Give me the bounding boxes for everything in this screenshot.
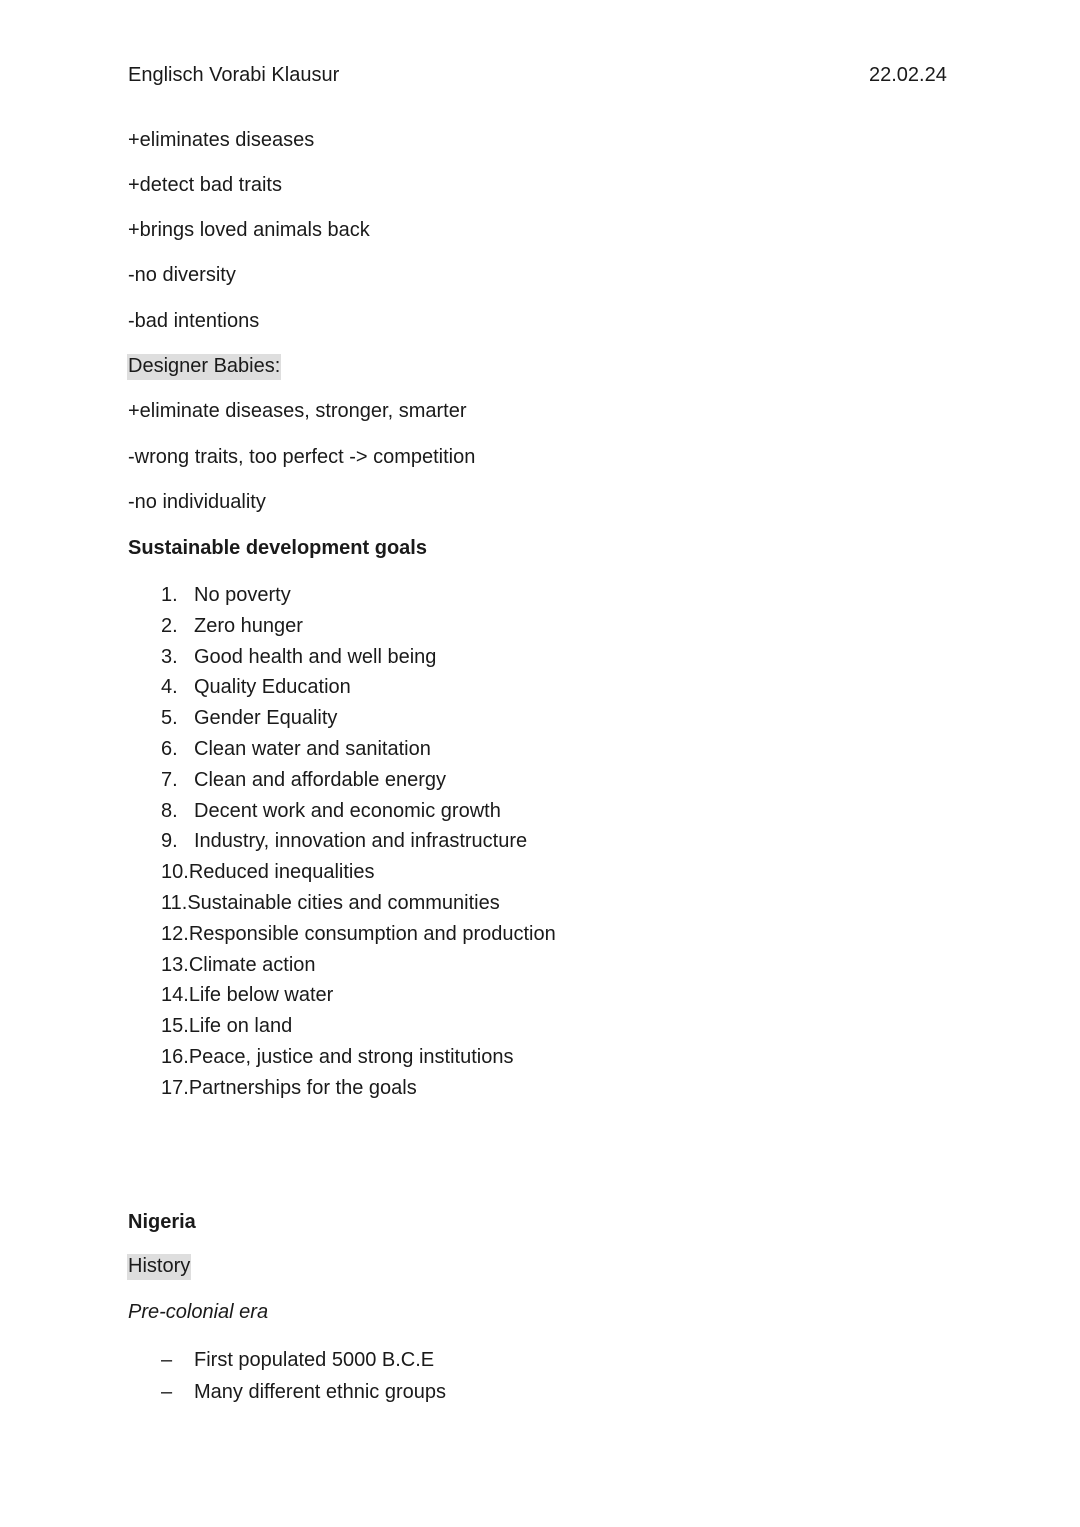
nigeria-heading: Nigeria xyxy=(128,1211,196,1233)
cloning-item-3: +brings loved animals back xyxy=(128,219,370,241)
designer-babies-item-3: -no individuality xyxy=(128,491,266,513)
nigeria-point: – Many different ethnic groups xyxy=(161,1381,447,1403)
sdg-goal: 13.Climate action xyxy=(161,953,316,976)
sdg-goal: 7. Clean and affordable energy xyxy=(161,768,447,791)
sdg-goal: 6. Clean water and sanitation xyxy=(161,737,431,760)
cloning-item-5: -bad intentions xyxy=(128,310,260,332)
sdg-goal: 11.Sustainable cities and communities xyxy=(161,891,500,914)
sdg-goal: 16.Peace, justice and strong institutions xyxy=(161,1045,514,1068)
history-subheading xyxy=(128,1255,191,1278)
sdg-goal: 3. Good health and well being xyxy=(161,645,437,668)
pre-colonial-era-label: Pre-colonial era xyxy=(128,1301,269,1323)
sdg-goal: 2. Zero hunger xyxy=(161,614,303,637)
sdg-list xyxy=(161,582,556,1106)
document-date: 22.02.24 xyxy=(869,64,947,86)
designer-babies-item-2: -wrong traits, too perfect -> competition xyxy=(128,446,476,468)
document-title: Englisch Vorabi Klausur xyxy=(128,64,340,86)
cloning-item-2: +detect bad traits xyxy=(128,174,282,196)
history-subheading-text: History xyxy=(127,1254,191,1280)
sdg-goal: 12.Responsible consumption and production xyxy=(161,922,556,945)
cloning-item-4: -no diversity xyxy=(128,264,236,286)
designer-babies-item-1: +eliminate diseases, stronger, smarter xyxy=(128,400,467,422)
sdg-goal: 4. Quality Education xyxy=(161,676,351,699)
sdg-goal: 8. Decent work and economic growth xyxy=(161,799,501,822)
sdg-goal: 14.Life below water xyxy=(161,984,334,1007)
cloning-item-1: +eliminates diseases xyxy=(128,129,315,151)
sdg-goal: 9. Industry, innovation and infrastructure xyxy=(161,830,528,853)
sdg-goal: 5. Gender Equality xyxy=(161,707,338,730)
sdg-goal: 1. No poverty xyxy=(161,584,291,606)
sdg-heading: Sustainable development goals xyxy=(128,537,427,559)
nigeria-points xyxy=(161,1347,446,1411)
sdg-goal: 10.Reduced inequalities xyxy=(161,861,375,884)
nigeria-point: – First populated 5000 B.C.E xyxy=(161,1349,435,1371)
sdg-goal: 17.Partnerships for the goals xyxy=(161,1076,417,1099)
sdg-goal: 15.Life on land xyxy=(161,1015,293,1038)
designer-babies-heading xyxy=(128,355,281,378)
designer-babies-heading-text: Designer Babies: xyxy=(127,354,281,380)
